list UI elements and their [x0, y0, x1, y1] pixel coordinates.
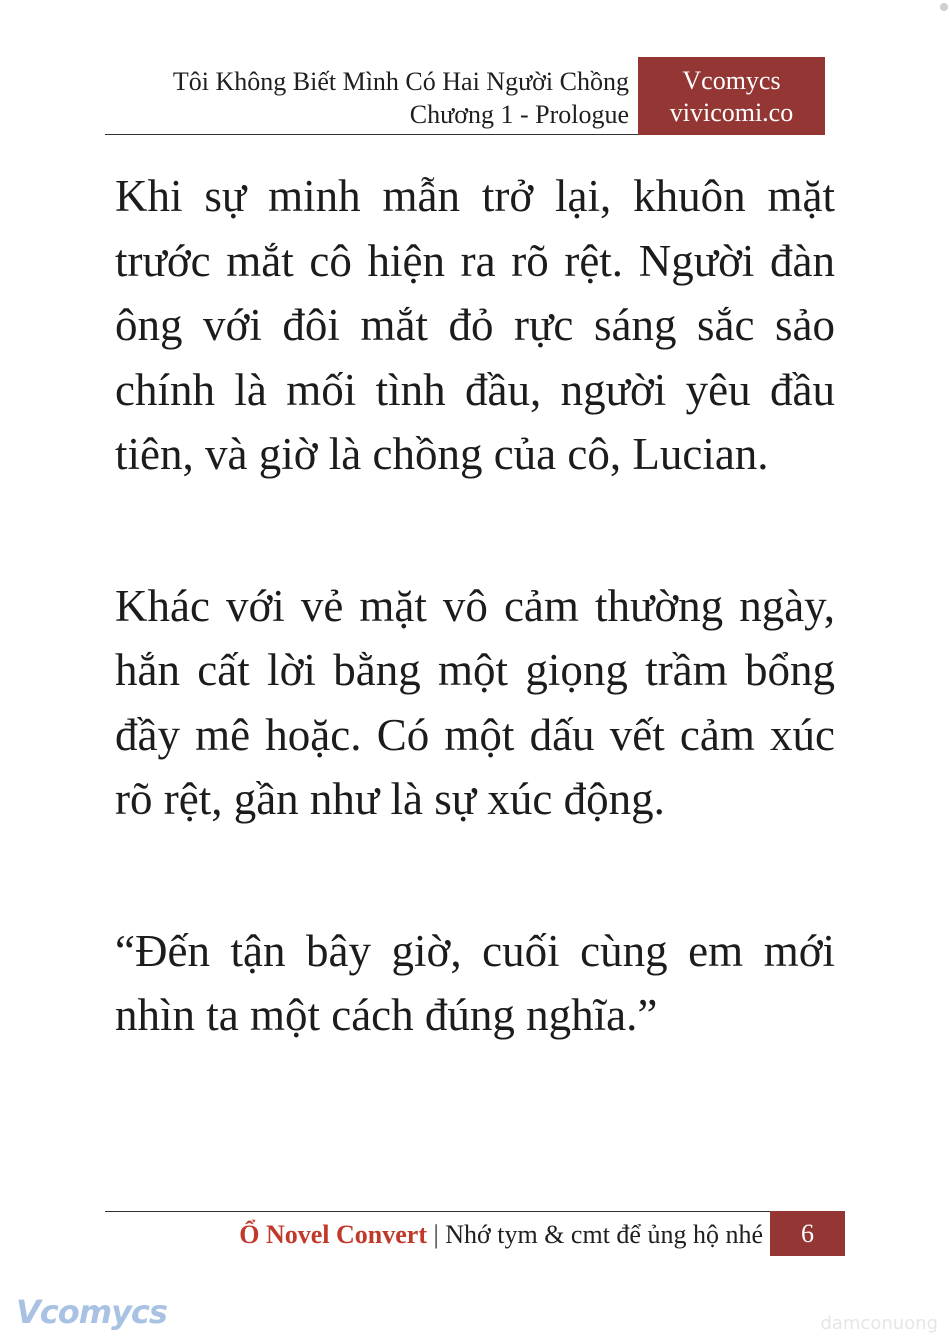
page-footer: [105, 1211, 845, 1256]
page-number: 6: [770, 1211, 845, 1256]
site-badge: [638, 57, 825, 135]
book-title: Tôi Không Biết Mình Có Hai Người Chồng: [172, 67, 629, 96]
footer-separator: |: [427, 1220, 446, 1249]
site-badge-name: Vcomycs: [682, 66, 781, 95]
footer-text: [239, 1220, 763, 1250]
site-badge-url: vivicomi.co: [669, 98, 794, 127]
footer-note: Nhớ tym & cmt để ủng hộ nhé: [445, 1220, 763, 1249]
paragraph-2: Khác với vẻ mặt vô cảm thường ngày, hắn cất lời bằng một giọng trầm bổng đầy mê hoặc. Có một dấu vết cảm xúc rõ rệt, gần như là sự xúc động.: [115, 580, 835, 824]
paragraph-1: Khi sự minh mẫn trở lại, khuôn mặt trước mắt cô hiện ra rõ rệt. Người đàn ông với đôi mắt đỏ rực sáng sắc sảo chính là mối tình đầu, người yêu đầu tiên, và giờ là chồng của cô, Lucian.: [115, 171, 835, 479]
header-titles: [173, 65, 629, 131]
corner-watermark: damconuong: [820, 1313, 938, 1334]
footer-divider: [105, 1211, 770, 1212]
chapter-body: [115, 164, 835, 1048]
scroll-indicator-dot: [940, 3, 948, 11]
header-divider: [105, 134, 638, 135]
paragraph-3: “Đến tận bây giờ, cuối cùng em mới nhìn ta một cách đúng nghĩa.”: [115, 925, 835, 1040]
footer-brand: Ổ Novel Convert: [239, 1220, 428, 1249]
page-header: [105, 57, 825, 135]
chapter-title: Chương 1 - Prologue: [409, 100, 629, 129]
vcomycs-logo: Vcomycs: [16, 1293, 167, 1331]
